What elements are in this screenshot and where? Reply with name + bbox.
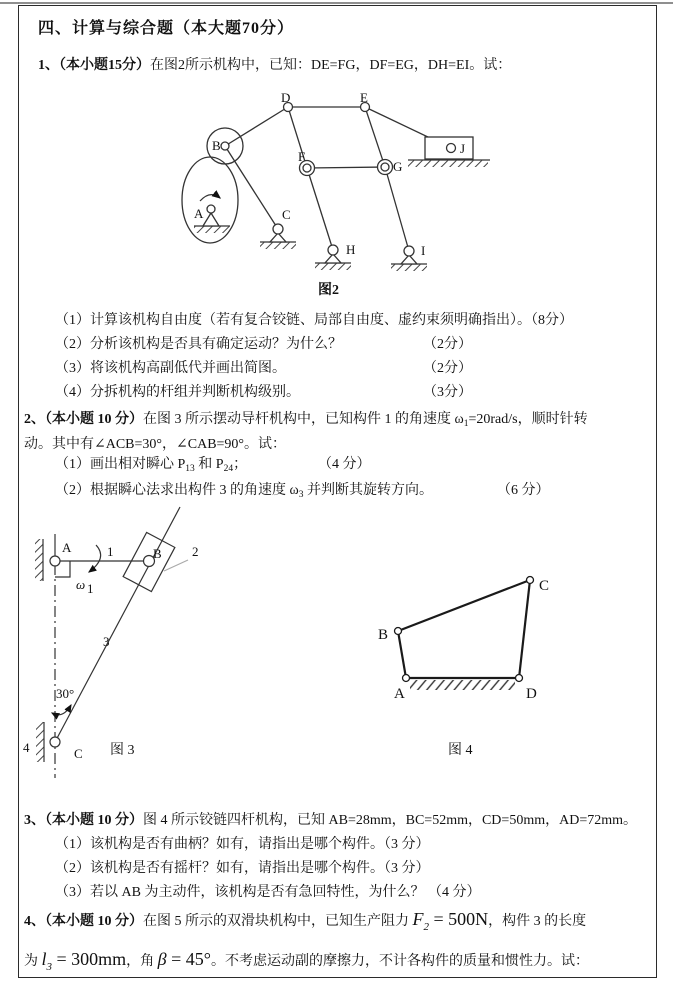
fig2-label-H: H [346,242,356,257]
fig4-label-D: D [526,686,537,702]
fig3-label-B: B [153,546,162,561]
fig2-label-F: F [298,149,306,164]
q3-sub-2: （2）该机构是否有摇杆？如有，请指出是哪个构件。（3 分） [55,861,430,876]
fig4-label-A: A [394,686,405,702]
fig3-label-omega1: ω [76,577,86,592]
fig3-label-omega1-sub: 1 [87,581,94,596]
q1-intro: 1、（本小题15分）在图2所示机构中，已知：DE=FG，DF=EG，DH=EI。试： [38,58,512,73]
q1-sub-2: （2）分析该机构是否具有确定运动？为什么？ （2分） [55,337,472,352]
q2-intro-line1: 2、（本小题 10 分）在图 3 所示摆动导杆机构中，已知构件 1 的角速度 $\omega_1=20rad/s$，顺时针转 [24,412,588,429]
q4-intro-line2: 为 $l_3 = 300mm$，角 β = 45°。不考虑运动副的摩擦力，不计各构件的质量和惯性力。试： [24,949,589,973]
q3-sub-1: （1）该机构是否有曲柄？如有，请指出是哪个构件。（3 分） [55,837,430,852]
fig2-label-A: A [194,206,204,221]
fig2-label-B: B [212,138,221,153]
figure4-caption: 图 4 [448,743,473,758]
fig3-label-link2: 2 [192,544,199,559]
q1-sub-3: （3）将该机构高副低代并画出简图。 （2分） [55,361,472,376]
fig3-label-link4: 4 [23,740,30,755]
ground-hatching [410,680,515,690]
section-title: 四、计算与综合题（本大题70分） [38,20,295,37]
fig3-label-A: A [62,540,72,555]
figure2-mechanism-diagram [150,92,500,284]
page-top-edge [0,2,673,4]
fig2-label-G: G [393,159,403,174]
fig4-links [398,580,530,678]
fig2-label-J: J [460,141,466,156]
fig4-joints [395,577,534,682]
q2-intro-line2: 动。其中有∠ACB=30°，∠CAB=90°。试： [24,437,287,452]
fig3-label-link3: 3 [103,634,110,649]
q2-sub-1-score: （4 分） [318,457,371,472]
omega1-arrow [89,545,101,572]
fig2-label-I: I [421,243,426,258]
guide-bar-3 [55,507,180,742]
fig3-label-angle30: 30° [56,686,75,701]
fig4-label-C: C [539,578,550,594]
q1-sub-2-score: （2分） [423,337,472,352]
fig4-label-B: B [378,627,389,643]
fig2-joints [194,103,490,272]
q2-sub-1: （1）画出相对瞬心 $P_{13}$ 和 $P_{24}$； （4 分） [55,457,371,474]
fig2-label-C: C [282,207,291,222]
rotation-arrow [200,195,220,201]
q2-sub-2: （2）根据瞬心法求出构件 3 的角速度 $\omega_3$ 并判断其旋转方向。 （6 分） [55,483,550,500]
figure2-caption: 图2 [318,283,339,298]
figure4-fourbar-diagram [370,560,580,705]
q4-intro-line1: 4、（本小题 10 分）在图 5 所示的双滑块机构中，已知生产阻力 $F_2 = 500N$，构件 3 的长度 [24,909,587,933]
q2-sub-2-score: （6 分） [497,483,550,498]
q1-sub-3-score: （2分） [423,361,472,376]
fig2-label-D: D [281,90,291,105]
q1-sub-1: （1）计算该机构自由度（若有复合铰链、局部自由度、虚约束须明确指出）。（8分） [55,313,573,328]
fig3-label-C: C [74,746,83,761]
q1-sub-4-score: （3分） [423,385,472,400]
fig3-label-link1: 1 [107,544,114,559]
q3-intro: 3、（本小题 10 分）图 4 所示铰链四杆机构，已知 AB=28mm，BC=52mm，CD=50mm，AD=72mm。 [24,813,637,828]
q1-sub-4: （4）分拆机构的杆组并判断机构级别。 （3分） [55,385,472,400]
figure3-caption: 图 3 [110,743,135,758]
fig2-label-E: E [360,90,368,105]
q3-sub-3: （3）若以 AB 为主动件，该机构是否有急回特性，为什么？ （4 分） [55,885,481,900]
